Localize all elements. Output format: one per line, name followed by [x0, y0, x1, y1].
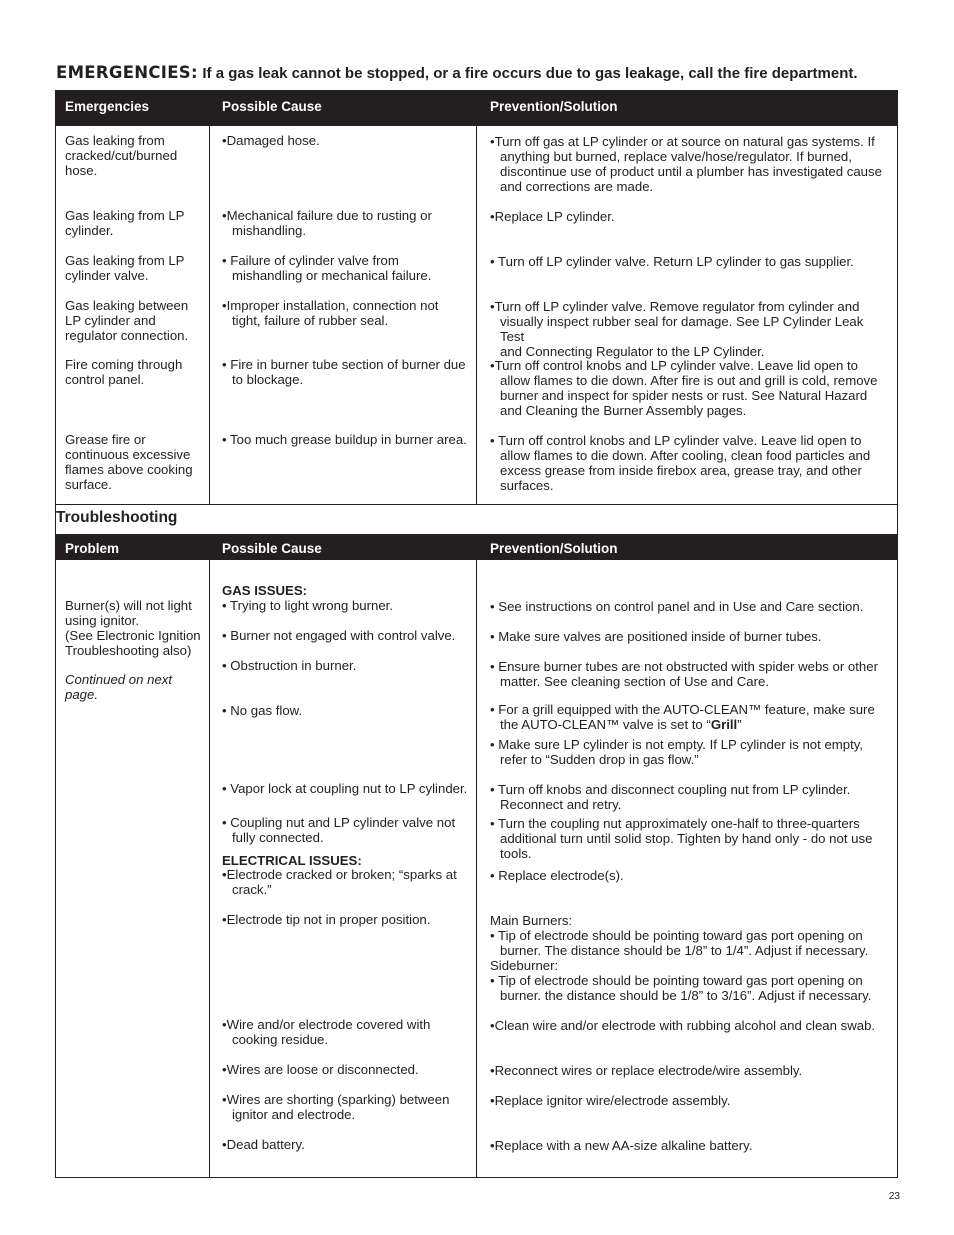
solution-item: • Ensure burner tubes are not obstructed with spider webs or other matter. See cleaning section of Use and Care.	[490, 659, 878, 689]
table-cell: • Turn off LP cylinder valve. Return LP cylinder to gas supplier.	[490, 254, 854, 269]
heading-prefix: EMERGENCIES:	[56, 63, 198, 82]
table-row: Gas leaking from LP cylinder valve.	[65, 253, 185, 283]
gas-issues-label: GAS ISSUES:	[222, 583, 308, 598]
table-cell: •Mechanical failure due to rusting or mishandling.	[222, 208, 432, 238]
col-header-prevention-solution: Prevention/Solution	[490, 541, 618, 556]
table-cell: •Improper installation, connection not tight, failure of rubber seal.	[222, 298, 439, 328]
page-heading	[56, 63, 916, 83]
solution-item: •Replace with a new AA-size alkaline battery.	[490, 1138, 753, 1153]
solution-item: • For a grill equipped with the AUTO-CLEAN™ feature, make sure the AUTO-CLEAN™ valve is set to “Grill”	[490, 702, 875, 732]
column-divider	[209, 560, 210, 1178]
col-header-prevention-solution: Prevention/Solution	[490, 99, 618, 114]
col-header-problem: Problem	[65, 541, 120, 556]
table-row: Gas leaking from cracked/cut/burned hose.	[65, 133, 178, 178]
column-divider	[209, 126, 210, 505]
electrical-issues-label: ELECTRICAL ISSUES:	[222, 853, 362, 868]
solution-item: • Make sure LP cylinder is not empty. If LP cylinder is not empty, refer to “Sudden drop in gas flow.”	[490, 737, 864, 767]
cause-item: • No gas flow.	[222, 703, 303, 718]
col-header-possible-cause: Possible Cause	[222, 541, 322, 556]
table-row: Gas leaking between LP cylinder and regulator connection.	[65, 298, 189, 343]
table-row: Grease fire or continuous excessive flames above cooking surface.	[65, 432, 193, 492]
solution-item: •Replace ignitor wire/electrode assembly.	[490, 1093, 731, 1108]
emergencies-table-header	[55, 90, 898, 126]
cause-item: • Coupling nut and LP cylinder valve not fully connected.	[222, 815, 456, 845]
table-cell: •Turn off control knobs and LP cylinder valve. Leave lid open to allow flames to die down. After fire is out and grill is cold, remove burner and inspect for spider nests or rust. See Natural Hazard and Cleaning the Burner Assembly pages.	[490, 358, 878, 418]
col-header-possible-cause: Possible Cause	[222, 99, 322, 114]
table-cell: •Damaged hose.	[222, 133, 320, 148]
table-row: Fire coming through control panel.	[65, 357, 183, 387]
cause-item: •Wire and/or electrode covered with cooking residue.	[222, 1017, 431, 1047]
continued-note: Continued on next page.	[65, 672, 173, 702]
column-divider	[476, 560, 477, 1178]
cause-item: •Wires are loose or disconnected.	[222, 1062, 419, 1077]
cause-item: • Trying to light wrong burner.	[222, 598, 394, 613]
cause-item: • Obstruction in burner.	[222, 658, 357, 673]
page-number: 23	[888, 1191, 900, 1202]
column-divider	[476, 126, 477, 505]
solution-item: •Clean wire and/or electrode with rubbing alcohol and clean swab.	[490, 1018, 876, 1033]
solution-item: • Turn off knobs and disconnect coupling nut from LP cylinder. Reconnect and retry.	[490, 782, 851, 812]
troubleshooting-title: Troubleshooting	[56, 509, 178, 526]
troubleshooting-table-header	[55, 534, 898, 560]
col-header-emergencies: Emergencies	[65, 99, 150, 114]
table-cell: •Replace LP cylinder.	[490, 209, 615, 224]
table-cell: • Turn off control knobs and LP cylinder valve. Leave lid open to allow flames to die down. After cooling, clean food particles and excess grease from inside firebox area, grease tray, and other surfaces.	[490, 433, 871, 493]
table-cell: •Turn off gas at LP cylinder or at source on natural gas systems. If anything but burned, replace valve/hose/regulator. If burned, discontinue use of product until a plumber has investigated cause and corrections are made.	[490, 134, 882, 194]
table-cell: • Too much grease buildup in burner area.	[222, 432, 467, 447]
table-row: Gas leaking from LP cylinder.	[65, 208, 185, 238]
solution-item: •Reconnect wires or replace electrode/wire assembly.	[490, 1063, 803, 1078]
table-cell: • Fire in burner tube section of burner due to blockage.	[222, 357, 466, 387]
solution-item: • Make sure valves are positioned inside of burner tubes.	[490, 629, 822, 644]
table-cell: •Turn off LP cylinder valve. Remove regulator from cylinder and visually inspect rubber seal for damage. See LP Cylinder Leak Test and Connecting Regulator to the LP Cylinder.	[490, 299, 864, 359]
cause-item: • Burner not engaged with control valve.	[222, 628, 456, 643]
cause-item: •Electrode tip not in proper position.	[222, 912, 431, 927]
heading-text: If a gas leak cannot be stopped, or a fire occurs due to gas leakage, call the fire department.	[202, 65, 858, 82]
table-cell: • Failure of cylinder valve from mishandling or mechanical failure.	[222, 253, 432, 283]
solution-item: • Replace electrode(s).	[490, 868, 624, 883]
solution-item: • Turn the coupling nut approximately one-half to three-quarters additional turn until solid stop. Tighten by hand only - do not use tools.	[490, 816, 873, 861]
solution-item: Main Burners: • Tip of electrode should be pointing toward gas port opening on burner. The distance should be 1/8” to 1/4”. Adjust if necessary. Sideburner: • Tip of electrode should be pointing toward gas port opening on burner. the distance should be 1/8” to 3/16”. Adjust if necessary.	[490, 913, 872, 1003]
cause-item: •Electrode cracked or broken; “sparks at crack.”	[222, 867, 457, 897]
cause-item: •Wires are shorting (sparking) between ignitor and electrode.	[222, 1092, 450, 1122]
cause-item: • Vapor lock at coupling nut to LP cylinder.	[222, 781, 468, 796]
cause-item: •Dead battery.	[222, 1137, 305, 1152]
solution-item: • See instructions on control panel and in Use and Care section.	[490, 599, 864, 614]
problem-cell: Burner(s) will not light using ignitor. (See Electronic Ignition Troubleshooting also)	[65, 598, 201, 658]
